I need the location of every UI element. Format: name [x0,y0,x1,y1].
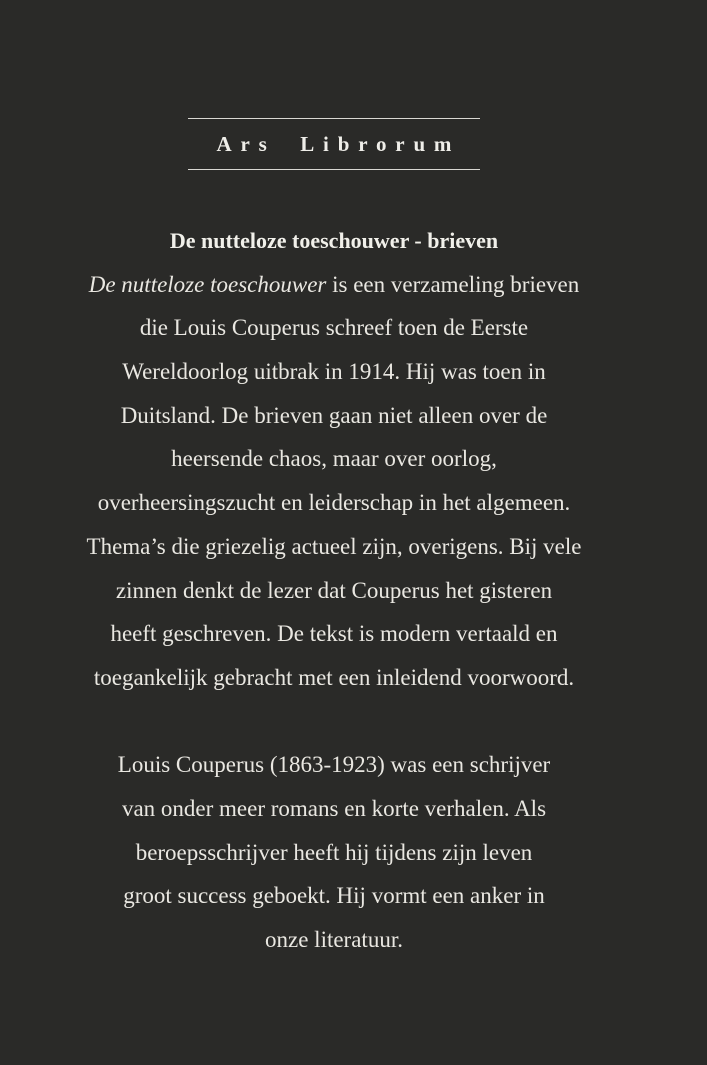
synopsis-line: zinnen denkt de lezer dat Couperus het gisteren [115,577,553,603]
bio-line: onze literatuur. [265,927,403,952]
bio-line: beroepsschrijver heeft hij tijdens zijn leven [135,839,533,865]
synopsis-line: Wereldoorlog uitbrak in 1914. Hij was toen in [122,359,546,385]
synopsis-intro-rest: is een verzameling brieven [326,271,580,297]
bio-line: Louis Couperus (1863-1923) was een schrijver [117,752,551,778]
synopsis-line: toegankelijk gebracht met een inleidend voorwoord. [93,664,575,690]
bio-line: groot success geboekt. Hij vormt een anker in [123,883,545,909]
book-title-heading: De nutteloze toeschouwer - brieven [169,228,499,253]
synopsis-paragraph [0,263,668,700]
synopsis-line: heeft geschreven. De tekst is modern vertaald en [110,621,558,647]
publisher-name: Ars Librorum [216,131,461,156]
book-title-italic: De nutteloze toeschouwer [88,271,327,297]
synopsis-line: die Louis Couperus schreef toen de Eerste [139,315,529,341]
synopsis-line: Duitsland. De brieven gaan niet alleen over de [120,402,548,428]
synopsis-line: heersende chaos, maar over oorlog, [171,446,497,472]
bio-line: van onder meer romans en korte verhalen. Als [121,795,547,821]
synopsis-line: overheersingszucht en leiderschap in het algemeen. [97,490,571,516]
synopsis-line: Thema’s die griezelig actueel zijn, overigens. Bij vele [86,533,582,559]
cover-text-block [0,219,668,962]
author-bio-paragraph [0,743,668,961]
publisher-logo [188,118,480,170]
synopsis-line [0,263,668,307]
